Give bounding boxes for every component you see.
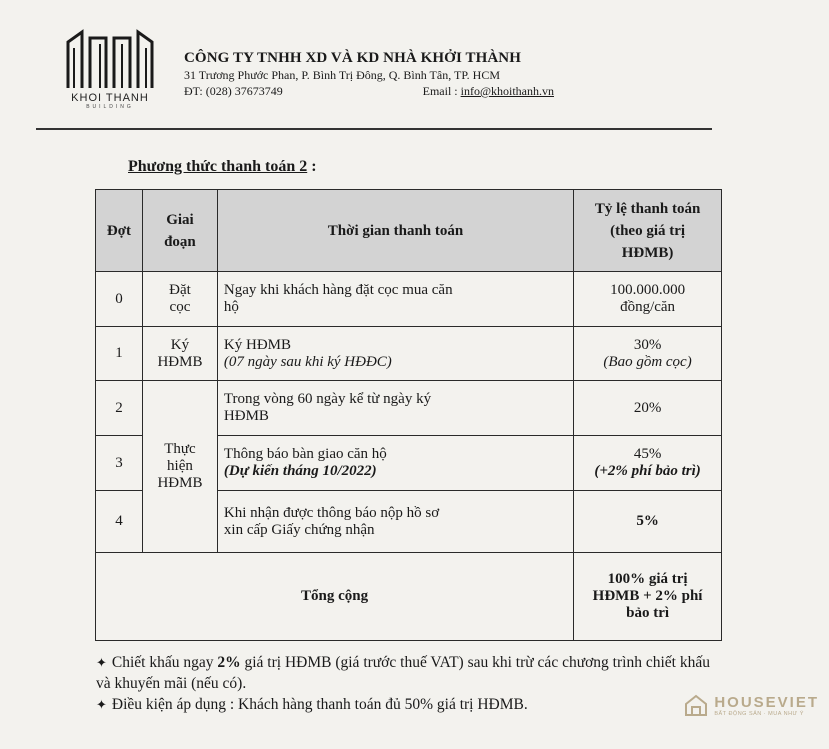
logo-text: KHOI THANH	[71, 92, 149, 104]
notes	[96, 652, 722, 715]
row-time	[217, 436, 573, 491]
header-thoi-gian: Thời gian thanh toán	[217, 190, 573, 272]
header-giai-doan-line: Giai	[166, 211, 194, 228]
company-logo	[60, 28, 160, 110]
time-line: (07 ngày sau khi ký HĐĐC)	[223, 353, 392, 370]
email-label: Email :	[422, 84, 461, 98]
rate-line: 20%	[633, 399, 662, 416]
company-phone: ĐT: (028) 37673749	[184, 84, 283, 98]
row-dot: 0	[96, 272, 143, 327]
row-dot: 1	[96, 327, 143, 381]
time-line: (Dự kiến tháng 10/2022)	[223, 463, 377, 479]
row-stage-merged	[142, 381, 217, 553]
watermark-name: HOUSEVIET	[714, 693, 819, 711]
row-rate	[574, 327, 722, 381]
section-title	[128, 158, 317, 176]
section-title-suffix: :	[307, 158, 317, 175]
row-rate	[574, 272, 722, 327]
row-rate	[574, 381, 722, 436]
company-email-group	[423, 84, 554, 99]
rate-line: (+2% phí bảo trì)	[594, 463, 701, 479]
header-divider	[36, 128, 712, 130]
note-discount	[96, 652, 722, 694]
row-dot: 3	[96, 436, 143, 491]
company-header	[184, 50, 554, 99]
rate-line: 45%	[633, 446, 662, 462]
row-time	[217, 327, 573, 381]
table-row	[96, 381, 722, 436]
section-title-text: Phương thức thanh toán 2	[128, 158, 308, 175]
bullet-icon: ✦	[96, 655, 107, 670]
header-ty-le	[574, 190, 722, 272]
stage-line: cọc	[169, 299, 191, 315]
stage-line: Ký	[170, 336, 190, 353]
time-line: hộ	[223, 299, 239, 315]
total-line: 100% giá trị	[607, 571, 688, 587]
time-line: HĐMB	[223, 408, 269, 424]
stage-line: Đặt	[169, 282, 191, 298]
row-dot: 2	[96, 381, 143, 436]
total-line: bảo trì	[626, 605, 670, 621]
note-text: giá trị HĐMB (giá trước thuế VAT) sau khi trừ các chương trình chiết khấu và khuyến mãi (nếu có).	[96, 654, 710, 692]
row-time	[217, 491, 573, 553]
time-line: Ngay khi khách hàng đặt cọc mua căn	[223, 282, 453, 298]
payment-schedule-table	[95, 189, 722, 641]
building-logo-icon	[60, 28, 160, 90]
row-time	[217, 272, 573, 327]
stage-line: HĐMB	[157, 353, 203, 370]
houseviet-watermark	[683, 692, 819, 718]
row-rate	[574, 491, 722, 553]
total-value	[574, 553, 722, 641]
rate-line: 5%	[636, 513, 659, 529]
note-bold-value: 2%	[217, 654, 241, 671]
note-text: Chiết khấu ngay	[111, 654, 218, 671]
total-label: Tổng cộng	[96, 553, 574, 641]
rate-line: 30%	[633, 336, 662, 353]
header-giai-doan	[142, 190, 217, 272]
table-row	[96, 327, 722, 381]
time-line: Ký HĐMB	[223, 336, 292, 353]
house-logo-icon	[683, 692, 709, 718]
time-line: Thông báo bàn giao căn hộ	[223, 446, 387, 462]
total-row	[96, 553, 722, 641]
watermark-text-group	[714, 694, 819, 717]
rate-line: 100.000.000	[610, 282, 686, 298]
stage-line: hiện	[167, 458, 193, 474]
bullet-icon: ✦	[96, 697, 107, 712]
rate-line: (Bao gồm cọc)	[603, 353, 692, 370]
total-line: HĐMB + 2% phí	[592, 588, 703, 604]
stage-line: Thực	[164, 441, 196, 457]
time-line: xin cấp Giấy chứng nhận	[223, 521, 375, 538]
time-line: Trong vòng 60 ngày kể từ ngày ký	[223, 391, 432, 407]
row-stage	[142, 272, 217, 327]
watermark-tagline: BẤT ĐỘNG SẢN · MUA NHƯ Ý	[714, 710, 804, 717]
note-condition	[96, 694, 722, 715]
header-ty-le-line: HĐMB)	[621, 244, 674, 261]
stage-line: HĐMB	[157, 475, 203, 491]
row-time	[217, 381, 573, 436]
header-ty-le-line: (theo giá trị	[610, 222, 686, 239]
table-row	[96, 272, 722, 327]
header-dot: Đợt	[96, 190, 143, 272]
row-stage	[142, 327, 217, 381]
header-giai-doan-line: đoạn	[164, 233, 196, 250]
company-address: 31 Trương Phước Phan, P. Bình Trị Đông, Q. Bình Tân, TP. HCM	[184, 68, 500, 82]
row-rate	[574, 436, 722, 491]
table-header-row	[96, 190, 722, 272]
note-text: Điều kiện áp dụng : Khách hàng thanh toán đủ 50% giá trị HĐMB.	[111, 696, 528, 713]
contact-row	[184, 84, 554, 99]
company-name: CÔNG TY TNHH XD VÀ KD NHÀ KHỞI THÀNH	[184, 50, 521, 66]
rate-line: đồng/căn	[620, 299, 676, 315]
time-line: Khi nhận được thông báo nộp hồ sơ	[223, 504, 440, 521]
logo-subtext: BUILDING	[86, 104, 134, 110]
email-link[interactable]: info@khoithanh.vn	[460, 84, 554, 98]
header-ty-le-line: Tỷ lệ thanh toán	[594, 200, 701, 217]
row-dot: 4	[96, 491, 143, 553]
